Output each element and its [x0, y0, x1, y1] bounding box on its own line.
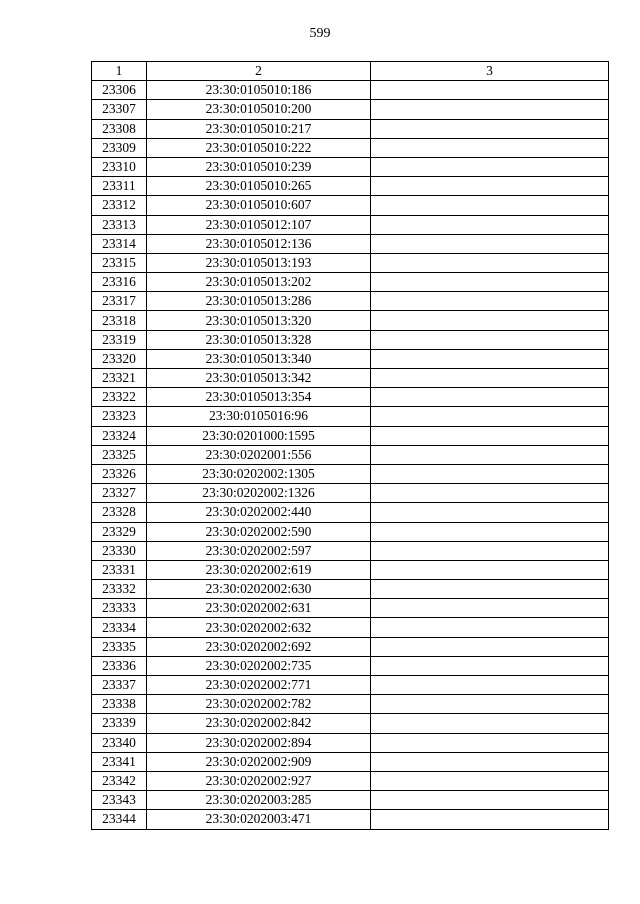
- cadastral-number-cell: 23:30:0105010:217: [147, 119, 371, 138]
- table-row: [92, 273, 609, 292]
- row-number-cell: 23342: [92, 771, 147, 790]
- cadastral-number-cell: 23:30:0202002:692: [147, 637, 371, 656]
- row-number-cell: 23316: [92, 273, 147, 292]
- cadastral-number-cell: 23:30:0105010:222: [147, 138, 371, 157]
- table-row: [92, 676, 609, 695]
- notes-cell: [371, 100, 609, 119]
- row-number-cell: 23319: [92, 330, 147, 349]
- table-row: [92, 733, 609, 752]
- notes-cell: [371, 253, 609, 272]
- row-number-cell: 23336: [92, 656, 147, 675]
- table-row: [92, 369, 609, 388]
- table-row: [92, 752, 609, 771]
- table-row: [92, 637, 609, 656]
- row-number-cell: 23313: [92, 215, 147, 234]
- table-row: [92, 599, 609, 618]
- notes-cell: [371, 560, 609, 579]
- row-number-cell: 23318: [92, 311, 147, 330]
- table-row: [92, 330, 609, 349]
- table-row: [92, 177, 609, 196]
- notes-cell: [371, 157, 609, 176]
- cadastral-number-cell: 23:30:0105010:200: [147, 100, 371, 119]
- row-number-cell: 23330: [92, 541, 147, 560]
- cadastral-number-cell: 23:30:0202002:631: [147, 599, 371, 618]
- cadastral-number-cell: 23:30:0202002:842: [147, 714, 371, 733]
- notes-cell: [371, 676, 609, 695]
- cadastral-number-cell: 23:30:0202002:619: [147, 560, 371, 579]
- notes-cell: [371, 771, 609, 790]
- row-number-cell: 23325: [92, 445, 147, 464]
- cadastral-number-cell: 23:30:0105013:342: [147, 369, 371, 388]
- row-number-cell: 23337: [92, 676, 147, 695]
- cadastral-number-cell: 23:30:0105013:340: [147, 349, 371, 368]
- notes-cell: [371, 388, 609, 407]
- cadastral-number-cell: 23:30:0202002:909: [147, 752, 371, 771]
- row-number-cell: 23332: [92, 580, 147, 599]
- table-row: [92, 503, 609, 522]
- notes-cell: [371, 810, 609, 829]
- notes-cell: [371, 426, 609, 445]
- table-header-row: [92, 62, 609, 81]
- table-row: [92, 771, 609, 790]
- notes-cell: [371, 292, 609, 311]
- table-row: [92, 560, 609, 579]
- table-row: [92, 292, 609, 311]
- cadastral-number-cell: 23:30:0202002:590: [147, 522, 371, 541]
- cadastral-number-cell: 23:30:0202002:927: [147, 771, 371, 790]
- notes-cell: [371, 733, 609, 752]
- cadastral-number-cell: 23:30:0202002:597: [147, 541, 371, 560]
- table-row: [92, 234, 609, 253]
- table-body: [92, 81, 609, 829]
- notes-cell: [371, 484, 609, 503]
- row-number-cell: 23315: [92, 253, 147, 272]
- cadastral-number-cell: 23:30:0105013:286: [147, 292, 371, 311]
- cadastral-number-cell: 23:30:0202002:1305: [147, 464, 371, 483]
- cadastral-number-cell: 23:30:0105013:328: [147, 330, 371, 349]
- notes-cell: [371, 177, 609, 196]
- notes-cell: [371, 522, 609, 541]
- notes-cell: [371, 541, 609, 560]
- cadastral-number-cell: 23:30:0105013:202: [147, 273, 371, 292]
- cadastral-number-cell: 23:30:0201000:1595: [147, 426, 371, 445]
- cadastral-number-cell: 23:30:0202002:771: [147, 676, 371, 695]
- table-row: [92, 714, 609, 733]
- notes-cell: [371, 445, 609, 464]
- row-number-cell: 23331: [92, 560, 147, 579]
- column-header-2: 2: [147, 62, 371, 81]
- table-row: [92, 196, 609, 215]
- table-row: [92, 580, 609, 599]
- table-row: [92, 484, 609, 503]
- table-row: [92, 253, 609, 272]
- table-row: [92, 407, 609, 426]
- row-number-cell: 23310: [92, 157, 147, 176]
- notes-cell: [371, 369, 609, 388]
- row-number-cell: 23309: [92, 138, 147, 157]
- table-row: [92, 138, 609, 157]
- cadastral-number-cell: 23:30:0202003:471: [147, 810, 371, 829]
- table-row: [92, 464, 609, 483]
- cadastral-number-cell: 23:30:0202002:632: [147, 618, 371, 637]
- table-row: [92, 119, 609, 138]
- cadastral-number-cell: 23:30:0202003:285: [147, 791, 371, 810]
- cadastral-number-cell: 23:30:0202002:782: [147, 695, 371, 714]
- cadastral-number-cell: 23:30:0105013:193: [147, 253, 371, 272]
- cadastral-number-cell: 23:30:0202002:735: [147, 656, 371, 675]
- table-row: [92, 349, 609, 368]
- row-number-cell: 23339: [92, 714, 147, 733]
- notes-cell: [371, 618, 609, 637]
- cadastral-number-cell: 23:30:0105012:136: [147, 234, 371, 253]
- table-row: [92, 522, 609, 541]
- cadastral-number-cell: 23:30:0202002:440: [147, 503, 371, 522]
- row-number-cell: 23311: [92, 177, 147, 196]
- table-row: [92, 810, 609, 829]
- row-number-cell: 23320: [92, 349, 147, 368]
- row-number-cell: 23326: [92, 464, 147, 483]
- table-row: [92, 426, 609, 445]
- row-number-cell: 23306: [92, 81, 147, 100]
- row-number-cell: 23340: [92, 733, 147, 752]
- cadastral-number-cell: 23:30:0105016:96: [147, 407, 371, 426]
- notes-cell: [371, 407, 609, 426]
- cadastral-number-cell: 23:30:0202002:630: [147, 580, 371, 599]
- notes-cell: [371, 503, 609, 522]
- row-number-cell: 23338: [92, 695, 147, 714]
- row-number-cell: 23334: [92, 618, 147, 637]
- notes-cell: [371, 752, 609, 771]
- cadastral-number-cell: 23:30:0105010:186: [147, 81, 371, 100]
- notes-cell: [371, 81, 609, 100]
- notes-cell: [371, 580, 609, 599]
- row-number-cell: 23323: [92, 407, 147, 426]
- row-number-cell: 23341: [92, 752, 147, 771]
- cadastral-number-cell: 23:30:0105013:354: [147, 388, 371, 407]
- cadastral-number-cell: 23:30:0202002:1326: [147, 484, 371, 503]
- notes-cell: [371, 311, 609, 330]
- notes-cell: [371, 330, 609, 349]
- table-row: [92, 157, 609, 176]
- cadastral-number-cell: 23:30:0202001:556: [147, 445, 371, 464]
- notes-cell: [371, 234, 609, 253]
- row-number-cell: 23335: [92, 637, 147, 656]
- cadastral-number-cell: 23:30:0105010:607: [147, 196, 371, 215]
- notes-cell: [371, 656, 609, 675]
- notes-cell: [371, 119, 609, 138]
- row-number-cell: 23312: [92, 196, 147, 215]
- table-row: [92, 695, 609, 714]
- row-number-cell: 23308: [92, 119, 147, 138]
- column-header-3: 3: [371, 62, 609, 81]
- notes-cell: [371, 138, 609, 157]
- notes-cell: [371, 349, 609, 368]
- table-row: [92, 81, 609, 100]
- row-number-cell: 23333: [92, 599, 147, 618]
- notes-cell: [371, 464, 609, 483]
- notes-cell: [371, 714, 609, 733]
- row-number-cell: 23344: [92, 810, 147, 829]
- cadastral-number-cell: 23:30:0202002:894: [147, 733, 371, 752]
- table-row: [92, 311, 609, 330]
- table-row: [92, 445, 609, 464]
- table-row: [92, 215, 609, 234]
- row-number-cell: 23343: [92, 791, 147, 810]
- row-number-cell: 23328: [92, 503, 147, 522]
- table-row: [92, 618, 609, 637]
- column-header-1: 1: [92, 62, 147, 81]
- notes-cell: [371, 196, 609, 215]
- row-number-cell: 23322: [92, 388, 147, 407]
- table-row: [92, 100, 609, 119]
- row-number-cell: 23321: [92, 369, 147, 388]
- table-row: [92, 388, 609, 407]
- page-number: 599: [309, 26, 331, 41]
- row-number-cell: 23317: [92, 292, 147, 311]
- cadastral-number-cell: 23:30:0105012:107: [147, 215, 371, 234]
- row-number-cell: 23314: [92, 234, 147, 253]
- table-row: [92, 791, 609, 810]
- row-number-cell: 23324: [92, 426, 147, 445]
- row-number-cell: 23307: [92, 100, 147, 119]
- notes-cell: [371, 637, 609, 656]
- table-row: [92, 656, 609, 675]
- registry-table: [91, 61, 609, 830]
- notes-cell: [371, 695, 609, 714]
- row-number-cell: 23329: [92, 522, 147, 541]
- row-number-cell: 23327: [92, 484, 147, 503]
- cadastral-number-cell: 23:30:0105010:265: [147, 177, 371, 196]
- notes-cell: [371, 791, 609, 810]
- notes-cell: [371, 215, 609, 234]
- notes-cell: [371, 273, 609, 292]
- cadastral-number-cell: 23:30:0105010:239: [147, 157, 371, 176]
- notes-cell: [371, 599, 609, 618]
- cadastral-number-cell: 23:30:0105013:320: [147, 311, 371, 330]
- table-row: [92, 541, 609, 560]
